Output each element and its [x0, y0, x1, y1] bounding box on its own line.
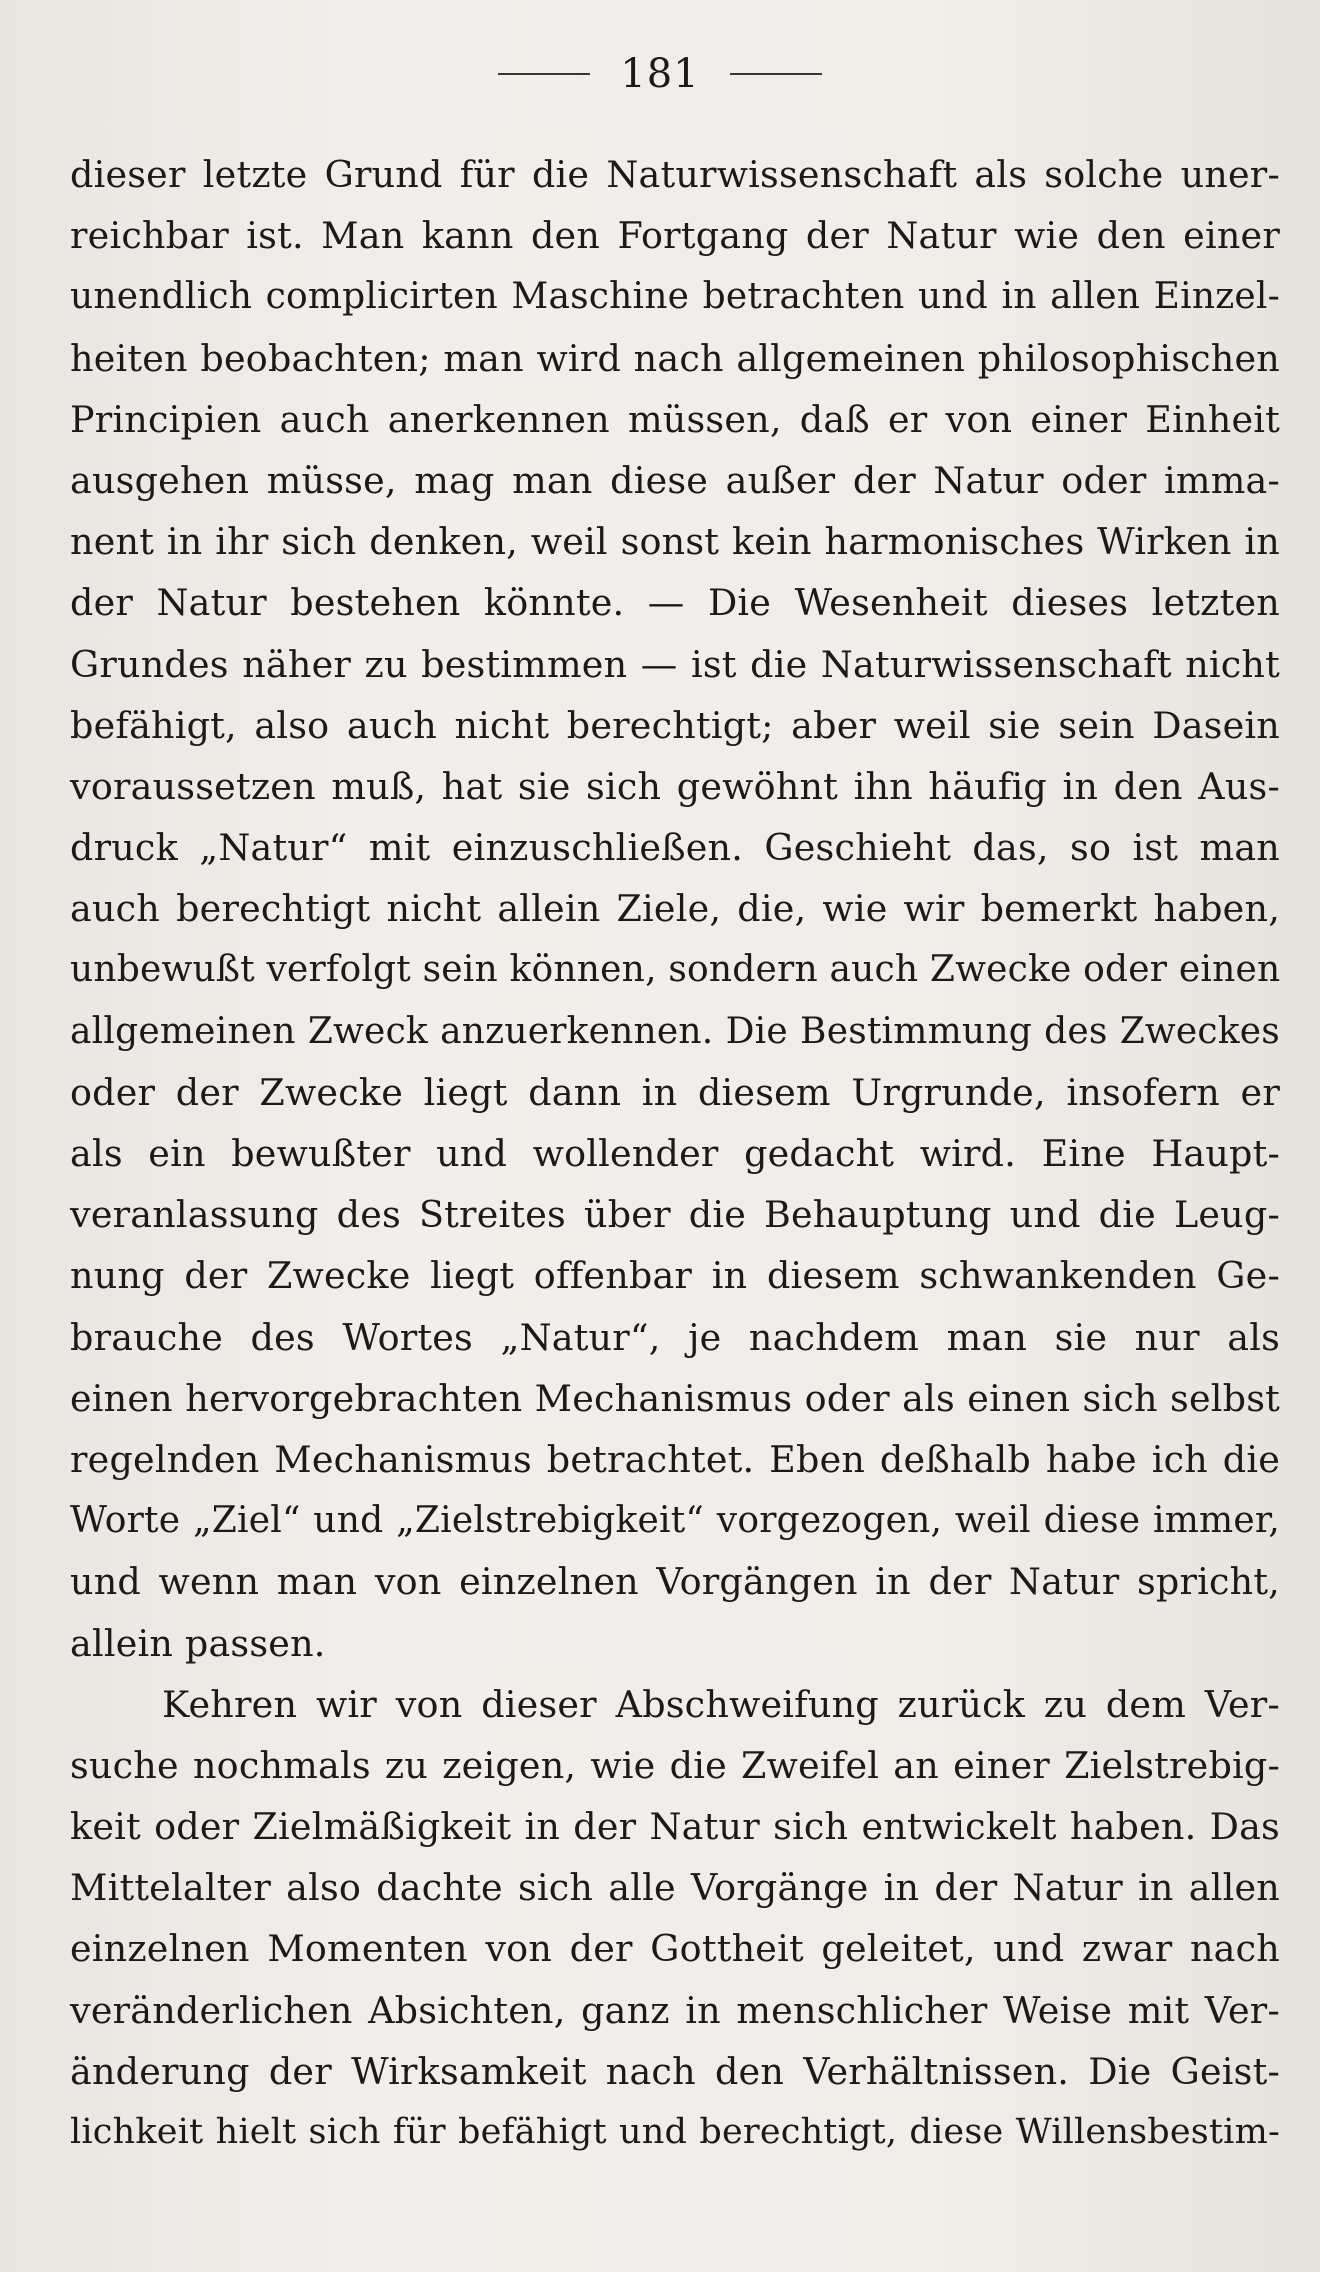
- text-line: allein passen.: [70, 1621, 326, 1665]
- header-rule-right: [730, 73, 822, 75]
- text-line: Principien auch anerkennen müssen, daß er von einer Einheit: [70, 397, 1280, 441]
- text-line: und wenn man von einzelnen Vorgängen in der Natur spricht,: [70, 1560, 1280, 1604]
- text-line: unbewußt verfolgt sein können, sondern auch Zwecke oder einen: [70, 949, 1281, 991]
- text-line: einzelnen Momenten von der Gottheit geleitet, und zwar nach: [70, 1927, 1280, 1971]
- text-line: einen hervorgebrachten Mechanismus oder als einen sich selbst: [70, 1376, 1280, 1420]
- text-line: als ein bewußter und wollender gedacht wird. Eine Haupt-: [70, 1132, 1280, 1175]
- text-line: druck „Natur“ mit einzuschließen. Geschieht das, so ist man: [70, 826, 1280, 870]
- header-rule-left: [498, 73, 590, 75]
- text-line: Worte „Ziel“ und „Zielstrebigkeit“ vorgezogen, weil diese immer,: [70, 1500, 1280, 1542]
- text-line: reichbar ist. Man kann den Fortgang der Natur wie den einer: [70, 214, 1280, 258]
- page-header: [0, 44, 1320, 104]
- text-line: keit oder Zielmäßigkeit in der Natur sich entwickelt haben. Das: [70, 1805, 1280, 1849]
- text-line: veranlassung des Streites über die Behauptung und die Leug-: [70, 1193, 1280, 1237]
- text-line: oder der Zwecke liegt dann in diesem Urgrunde, insofern er: [70, 1070, 1280, 1114]
- text-line: regelnden Mechanismus betrachtet. Eben deßhalb habe ich die: [70, 1437, 1280, 1481]
- text-line: unendlich complicirten Maschine betrachten und in allen Einzel-: [70, 276, 1280, 318]
- text-line: änderung der Wirksamkeit nach den Verhältnissen. Die Geist-: [70, 2049, 1280, 2093]
- text-line: allgemeinen Zweck anzuerkennen. Die Bestimmung des Zweckes: [70, 1010, 1280, 1052]
- page-number: 181: [620, 51, 700, 97]
- text-line: ausgehen müsse, mag man diese außer der Natur oder imma-: [70, 458, 1280, 502]
- text-line: Mittelalter also dachte sich alle Vorgänge in der Natur in allen: [70, 1866, 1280, 1910]
- text-line: brauche des Wortes „Natur“, je nachdem man sie nur als: [70, 1315, 1280, 1359]
- page-body-text: [70, 144, 1280, 2163]
- text-line: lichkeit hielt sich für befähigt und berechtigt, diese Willensbestim-: [70, 2112, 1280, 2152]
- text-line: der Natur bestehen könnte. — Die Wesenheit dieses letzten: [70, 581, 1280, 625]
- text-line: veränderlichen Absichten, ganz in menschlicher Weise mit Ver-: [70, 1988, 1280, 2032]
- text-line: befähigt, also auch nicht berechtigt; aber weil sie sein Dasein: [70, 703, 1280, 747]
- text-line: suche nochmals zu zeigen, wie die Zweifel an einer Zielstrebig-: [70, 1743, 1280, 1787]
- text-line: voraussetzen muß, hat sie sich gewöhnt ihn häufig in den Aus-: [70, 764, 1280, 808]
- text-line: nent in ihr sich denken, weil sonst kein harmonisches Wirken in: [70, 520, 1280, 564]
- text-line: nung der Zwecke liegt offenbar in diesem schwankenden Ge-: [70, 1254, 1280, 1298]
- text-line: auch berechtigt nicht allein Ziele, die, wie wir bemerkt haben,: [70, 887, 1280, 931]
- text-line: dieser letzte Grund für die Naturwissenschaft als solche uner-: [70, 153, 1280, 196]
- text-line: heiten beobachten; man wird nach allgemeinen philosophischen: [70, 336, 1280, 380]
- text-line: Kehren wir von dieser Abschweifung zurück zu dem Ver-: [162, 1682, 1280, 1726]
- text-line: Grundes näher zu bestimmen — ist die Naturwissenschaft nicht: [70, 642, 1280, 686]
